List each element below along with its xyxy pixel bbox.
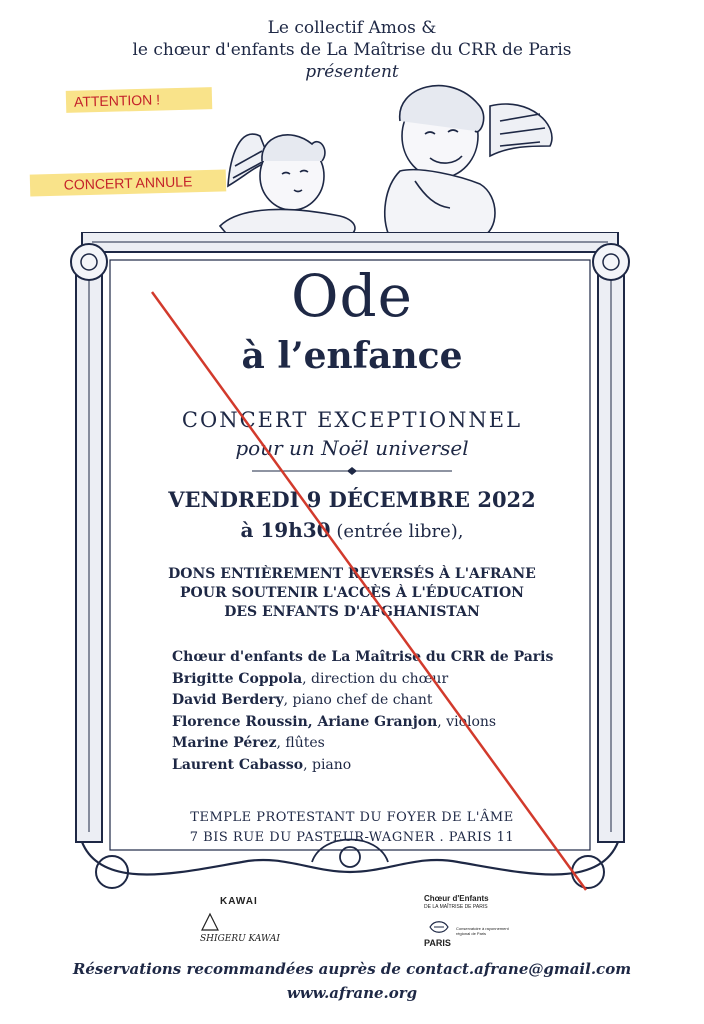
donations-line-3: DES ENFANTS D'AFGHANISTAN	[224, 604, 480, 620]
credit-role: , flûtes	[276, 735, 325, 751]
credit-role: , piano	[303, 756, 352, 773]
concert-tagline: pour un Noël universel	[235, 436, 469, 460]
concert-heading: CONCERT EXCEPTIONNEL	[181, 408, 523, 432]
credit-name: David Berdery	[172, 692, 284, 708]
header-line-3: présentent	[305, 62, 399, 82]
event-time: à 19h30	[240, 518, 331, 542]
event-entry: (entrée libre),	[336, 521, 464, 542]
attention-note: ATTENTION !	[66, 87, 213, 113]
event-date: VENDREDI 9 DÉCEMBRE 2022	[168, 487, 536, 512]
shigeru-emblem-icon	[200, 912, 220, 932]
credit-name: Marine Pérez	[172, 735, 277, 751]
choeur-logo-sub: DE LA MAÎTRISE DE PARIS	[424, 904, 488, 910]
credit-name: Florence Roussin, Ariane Granjon	[172, 713, 438, 730]
title-main: Ode	[290, 262, 413, 330]
credit-name: Laurent Cabasso	[172, 756, 304, 773]
credit-role: , direction du chœur	[302, 670, 449, 687]
reservations-line: Réservations recommandées auprès de contact.afrane@gmail.com	[72, 960, 632, 978]
credit-role: , piano chef de chant	[283, 692, 433, 708]
cancelled-note: CONCERT ANNULE	[30, 169, 227, 196]
header-line-2: le chœur d'enfants de La Maîtrise du CRR de Paris	[132, 40, 572, 60]
header-line-1: Le collectif Amos &	[267, 18, 437, 38]
credit-name: Chœur d'enfants de La Maîtrise du CRR de Paris	[172, 649, 554, 665]
paris-logo-icon	[428, 918, 450, 936]
credit-name: Brigitte Coppola	[172, 670, 303, 687]
choeur-logo-title: Chœur d'Enfants	[424, 894, 489, 903]
website-link[interactable]: www.afrane.org	[286, 984, 418, 1002]
venue-line-1: TEMPLE PROTESTANT DU FOYER DE L'ÂME	[190, 810, 514, 825]
paris-logo-text: PARIS	[424, 938, 451, 948]
paris-logo-sub: Conservatoire à rayonnement régional de Paris	[456, 926, 509, 936]
kawai-logo: KAWAI	[220, 896, 258, 907]
donations-line-1: DONS ENTIÈREMENT REVERSÉS À L'AFRANE	[168, 566, 536, 582]
title-sub: à l’enfance	[241, 335, 463, 377]
donations-line-2: POUR SOUTENIR L'ACCÈS À L'ÉDUCATION	[180, 585, 524, 601]
credit-role: , violons	[437, 713, 497, 730]
shigeru-kawai-logo: SHIGERU KAWAI	[200, 934, 280, 944]
venue-line-2: 7 BIS RUE DU PASTEUR-WAGNER . PARIS 11	[189, 830, 515, 845]
